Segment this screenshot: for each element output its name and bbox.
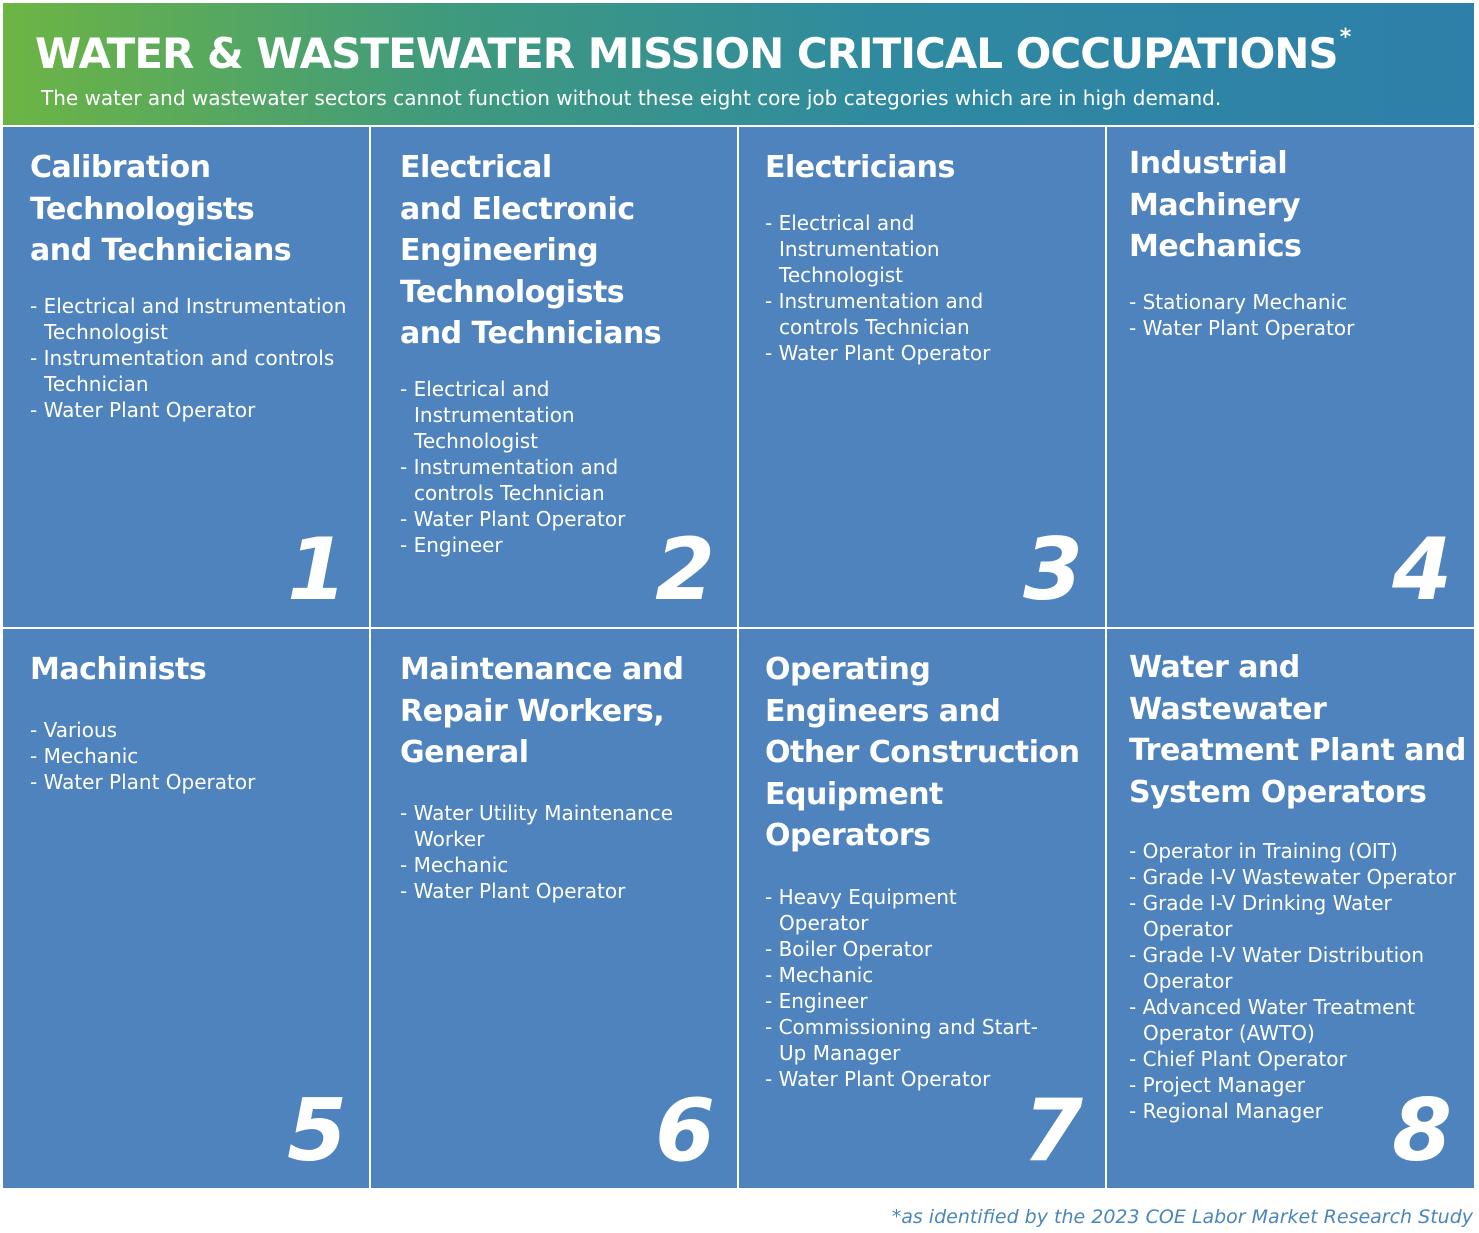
occupation-title-line: Industrial (1129, 146, 1288, 181)
role-item: - Mechanic (30, 744, 139, 768)
page-title (35, 25, 1351, 78)
occupation-card (371, 127, 737, 627)
occupation-title-line: Maintenance and (400, 652, 684, 687)
occupation-title (400, 649, 684, 774)
occupation-title-line: Electricians (765, 150, 955, 185)
occupation-title-line: and Technicians (30, 233, 292, 268)
occupation-roles (30, 293, 360, 423)
occupation-grid (3, 127, 1474, 1188)
occupation-number: 5 (287, 1081, 347, 1181)
role-item: - Electrical and Instrumentation Technologist (400, 377, 575, 453)
role-item: - Instrumentation and controls Technician (765, 289, 984, 339)
occupation-roles (765, 210, 1065, 366)
occupation-title-line: Engineering (400, 233, 599, 268)
occupation-number: 3 (1023, 520, 1083, 620)
occupation-title-line: Operating (765, 652, 931, 687)
role-item: - Water Plant Operator (1129, 316, 1355, 340)
occupation-title-line: Repair Workers, (400, 693, 665, 729)
occupation-number: 8 (1392, 1081, 1452, 1181)
role-item: - Grade I-V Water Distribution Operator (1129, 943, 1425, 993)
occupation-roles (400, 800, 700, 904)
occupation-title-line: Water and (1129, 650, 1300, 685)
occupation-title-line: Treatment Plant and (1129, 733, 1466, 768)
role-item: - Water Plant Operator (30, 770, 256, 794)
role-item: - Regional Manager (1129, 1099, 1323, 1123)
role-item: - Water Plant Operator (400, 879, 626, 903)
occupation-number: 2 (655, 520, 715, 620)
occupation-title-line: Machinists (30, 652, 207, 687)
role-item: - Project Manager (1129, 1073, 1306, 1097)
page-title-text: WATER & WASTEWATER MISSION CRITICAL OCCUPATIONS (35, 29, 1338, 78)
occupation-title-line: Machinery (1129, 187, 1301, 223)
occupation-title-line: Electrical (400, 150, 552, 185)
role-item: - Various (30, 718, 118, 742)
occupation-title (30, 649, 206, 691)
role-item: - Instrumentation and controls Technician (400, 455, 619, 505)
role-item: - Electrical and Instrumentation Technologist (765, 211, 940, 287)
occupation-number: 7 (1023, 1081, 1083, 1181)
occupation-card (3, 629, 369, 1188)
role-item: - Water Plant Operator (30, 398, 256, 422)
role-item: - Stationary Mechanic (1129, 290, 1348, 314)
header-banner (3, 3, 1474, 125)
occupation-title (1129, 143, 1301, 268)
occupation-title-line: Equipment (765, 776, 943, 812)
occupation-title-line: and Technicians (400, 316, 662, 351)
role-item: - Mechanic (400, 853, 509, 877)
occupation-card (371, 629, 737, 1188)
role-item: - Commissioning and Start-Up Manager (765, 1015, 1038, 1065)
occupation-title-line: Calibration (30, 150, 211, 185)
occupation-card (3, 127, 369, 627)
role-item: - Water Plant Operator (765, 341, 991, 365)
role-item: - Water Plant Operator (765, 1067, 991, 1091)
occupation-card (1107, 629, 1474, 1188)
occupation-number: 1 (287, 520, 347, 620)
occupation-roles (30, 717, 360, 795)
role-item: - Heavy Equipment Operator (765, 885, 957, 935)
occupation-roles (765, 884, 1045, 1092)
occupation-title-line: Technologists (400, 274, 625, 310)
occupation-title-line: Technologists (30, 191, 255, 227)
role-item: - Water Utility Maintenance Worker (400, 801, 674, 851)
role-item: - Instrumentation and controls Technician (30, 346, 335, 396)
occupation-title (30, 147, 291, 272)
role-item: - Grade I-V Wastewater Operator (1129, 865, 1457, 889)
occupation-number: 4 (1392, 520, 1452, 620)
role-item: - Engineer (765, 989, 868, 1013)
occupation-title-line: General (400, 735, 529, 770)
occupation-title-line: Wastewater (1129, 691, 1327, 727)
occupation-title-line: and Electronic (400, 191, 635, 227)
occupation-title (1129, 647, 1466, 813)
title-asterisk: * (1339, 25, 1351, 50)
occupation-roles (1129, 289, 1459, 341)
occupation-title (765, 649, 1080, 857)
page-subtitle: The water and wastewater sectors cannot function without these eight core job categories which are in high demand. (41, 86, 1222, 110)
role-item: - Water Plant Operator (400, 507, 626, 531)
footnote: *as identified by the 2023 COE Labor Market Research Study (891, 1206, 1473, 1228)
occupation-number: 6 (655, 1081, 715, 1181)
role-item: - Mechanic (765, 963, 874, 987)
role-item: - Operator in Training (OIT) (1129, 839, 1398, 863)
occupation-card (739, 127, 1105, 627)
role-item: - Grade I-V Drinking Water Operator (1129, 891, 1392, 941)
occupation-title-line: Other Construction (765, 735, 1080, 770)
role-item: - Advanced Water Treatment Operator (AWTO) (1129, 995, 1415, 1045)
occupation-title-line: Engineers and (765, 693, 1001, 729)
occupation-title-line: Mechanics (1129, 229, 1302, 264)
role-item: - Boiler Operator (765, 937, 933, 961)
occupation-title-line: Operators (765, 818, 931, 853)
role-item: - Engineer (400, 533, 503, 557)
occupation-title (765, 147, 955, 189)
occupation-card (739, 629, 1105, 1188)
role-item: - Electrical and Instrumentation Technologist (30, 294, 347, 344)
role-item: - Chief Plant Operator (1129, 1047, 1347, 1071)
occupation-title (400, 147, 661, 355)
occupation-card (1107, 127, 1474, 627)
occupation-title-line: System Operators (1129, 774, 1427, 810)
